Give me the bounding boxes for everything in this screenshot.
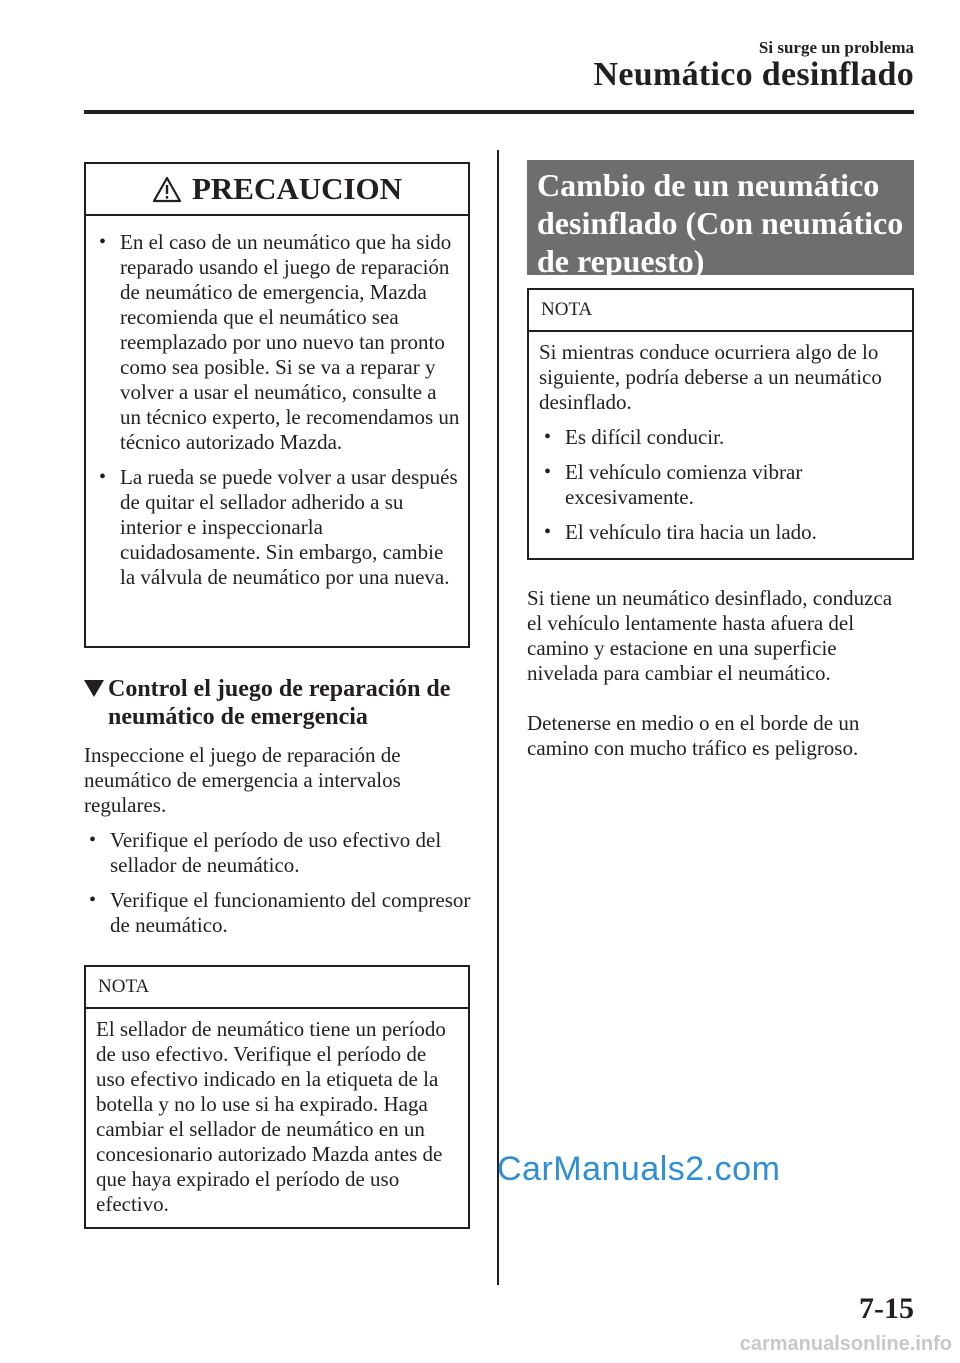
right-body-p2: Detenerse en medio o en el borde de un camino con mucho tráfico es peligroso.	[527, 711, 860, 760]
nota-title: NOTA	[86, 967, 468, 1009]
nota-title: NOTA	[529, 290, 912, 332]
page-number: 7-15	[859, 1292, 914, 1325]
caution-title: PRECAUCION	[191, 171, 403, 206]
caution-list	[86, 216, 468, 590]
header-rule	[84, 110, 914, 114]
list-item: • El vehículo tira hacia un lado.	[539, 520, 904, 545]
control-section-heading: Control el juego de reparación de neumático de emergencia	[84, 675, 480, 731]
warning-triangle-icon	[152, 176, 182, 203]
control-list	[84, 818, 478, 938]
nota-text: El sellador de neumático tiene un período de uso efectivo. Verifique el período de uso efectivo indicado en la etiqueta de la botella y no lo use si ha expirado. Haga cambiar el sellador de neumático en un concesionario autorizado Mazda antes de que haya expirado el período de uso efectivo.	[96, 1017, 446, 1216]
triangle-bullet-icon	[84, 680, 104, 697]
nota-box-right	[527, 288, 914, 560]
caution-box	[84, 162, 470, 648]
right-body-p1: Si tiene un neumático desinflado, conduzca el vehículo lentamente hasta afuera del camino y estacione en una superficie nivelada para cambiar el neumático.	[527, 586, 893, 685]
caution-header	[86, 164, 468, 216]
footer-watermark: carmanualsonline.info	[739, 1333, 952, 1355]
list-item: • Verifique el período de uso efectivo del sellador de neumático.	[84, 828, 478, 878]
nota-list	[529, 425, 912, 545]
list-item: • Verifique el funcionamiento del compresor de neumático.	[84, 888, 478, 938]
nota-box-left	[84, 965, 470, 1229]
list-item: • Es difícil conducir.	[539, 425, 904, 450]
control-intro: Inspeccione el juego de reparación de neumático de emergencia a intervalos regulares.	[84, 743, 401, 817]
list-item: • La rueda se puede volver a usar después de quitar el sellador adherido a su interior e inspeccionarla cuidadosamente. Sin embargo, cambie la válvula de neumático por una nueva.	[94, 465, 460, 590]
watermark-text: CarManuals2.com	[497, 1150, 781, 1188]
list-item: • En el caso de un neumático que ha sido reparado usando el juego de reparación de neumático de emergencia, Mazda recomienda que el neumático sea reemplazado por uno nuevo tan pronto como sea posible. Si se va a reparar y volver a usar el neumático, consulte a un técnico experto, le recomendamos un técnico autorizado Mazda.	[94, 230, 460, 455]
column-divider	[497, 150, 499, 1285]
cambio-heading: Cambio de un neumático desinflado (Con neumático de repuesto)	[527, 160, 914, 275]
section-title: Si surge un problema	[758, 38, 914, 57]
nota-text: Si mientras conduce ocurriera algo de lo siguiente, podría deberse a un neumático desinflado.	[539, 340, 882, 414]
list-item: • El vehículo comienza vibrar excesivamente.	[539, 460, 904, 510]
page-title: Neumático desinflado	[593, 56, 914, 93]
